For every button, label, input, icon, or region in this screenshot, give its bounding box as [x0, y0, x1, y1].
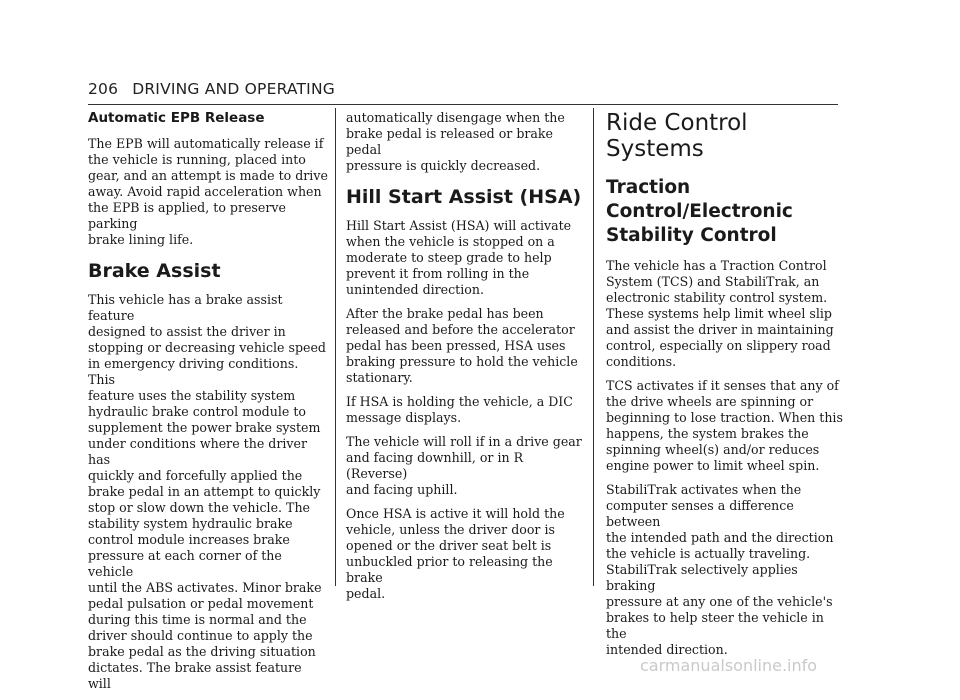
- paragraph-brake-assist-cont: automatically disengage when the brake pedal is released or brake pedal pressure is quickly decreased.: [346, 110, 565, 173]
- column-left: [88, 110, 328, 700]
- paragraph-hsa-4: The vehicle will roll if in a drive gear and facing downhill, or in R (Reverse) and facing uphill.: [346, 434, 582, 497]
- heading-brake-assist: Brake Assist: [88, 260, 221, 282]
- heading-hill-start-assist: Hill Start Assist (HSA): [346, 186, 582, 208]
- column-divider: [593, 108, 594, 586]
- watermark: carmanualsonline.info: [640, 656, 818, 675]
- page-number: 206: [88, 80, 119, 98]
- paragraph-hsa-1: Hill Start Assist (HSA) will activate when the vehicle is stopped on a moderate to steep grade to help prevent it from rolling in the unintended direction.: [346, 218, 572, 297]
- heading-ride-control-systems: Ride Control Systems: [606, 110, 748, 162]
- paragraph-tcs-3: StabiliTrak activates when the computer senses a difference between the intended path and the direction the vehicle is actually traveling. StabiliTrak selectively applies braking pressure at any one of the vehicle's brakes to help steer the vehicle in the intended direction.: [606, 482, 834, 657]
- column-right: [606, 110, 846, 666]
- paragraph-epb: The EPB will automatically release if the vehicle is running, placed into gear, and an attempt is made to drive away. Avoid rapid acceleration when the EPB is applied, to preserve parking brake lining life.: [88, 136, 328, 247]
- paragraph-tcs-2: TCS activates if it senses that any of the drive wheels are spinning or beginning to lose traction. When this happens, the system brakes the spinning wheel(s) and/or reduces engine power to limit wheel spin.: [606, 378, 843, 473]
- paragraph-hsa-2: After the brake pedal has been released and before the accelerator pedal has been pressed, HSA uses braking pressure to hold the vehicle stationary.: [346, 306, 578, 385]
- page-header: [88, 80, 838, 105]
- paragraph-brake-assist: This vehicle has a brake assist feature designed to assist the driver in stopping or decreasing vehicle speed in emergency driving conditions. This feature uses the stability system hydraulic brake control module to supplement the power brake system under conditions where the driver has quickly and forcefully applied the brake pedal in an attempt to quickly stop or slow down the vehicle. The stability system hydraulic brake control module increases brake pressure at each corner of the vehicle until the ABS activates. Minor brake pedal pulsation or pedal movement during this time is normal and the driver should continue to apply the brake pedal as the driving situation dictates. The brake assist feature will: [88, 292, 326, 691]
- paragraph-hsa-3: If HSA is holding the vehicle, a DIC message displays.: [346, 394, 573, 425]
- column-middle: [346, 110, 584, 610]
- paragraph-hsa-5: Once HSA is active it will hold the vehicle, unless the driver door is opened or the driver seat belt is unbuckled prior to releasing the brake pedal.: [346, 506, 565, 601]
- column-divider: [335, 108, 336, 586]
- paragraph-tcs-1: The vehicle has a Traction Control System (TCS) and StabiliTrak, an electronic stability control system. These systems help limit wheel slip and assist the driver in maintaining control, especially on slippery road conditions.: [606, 258, 834, 369]
- heading-automatic-epb-release: Automatic EPB Release: [88, 110, 265, 126]
- section-title: DRIVING AND OPERATING: [132, 80, 335, 98]
- heading-traction-control: Traction Control/Electronic Stability Control: [606, 177, 793, 246]
